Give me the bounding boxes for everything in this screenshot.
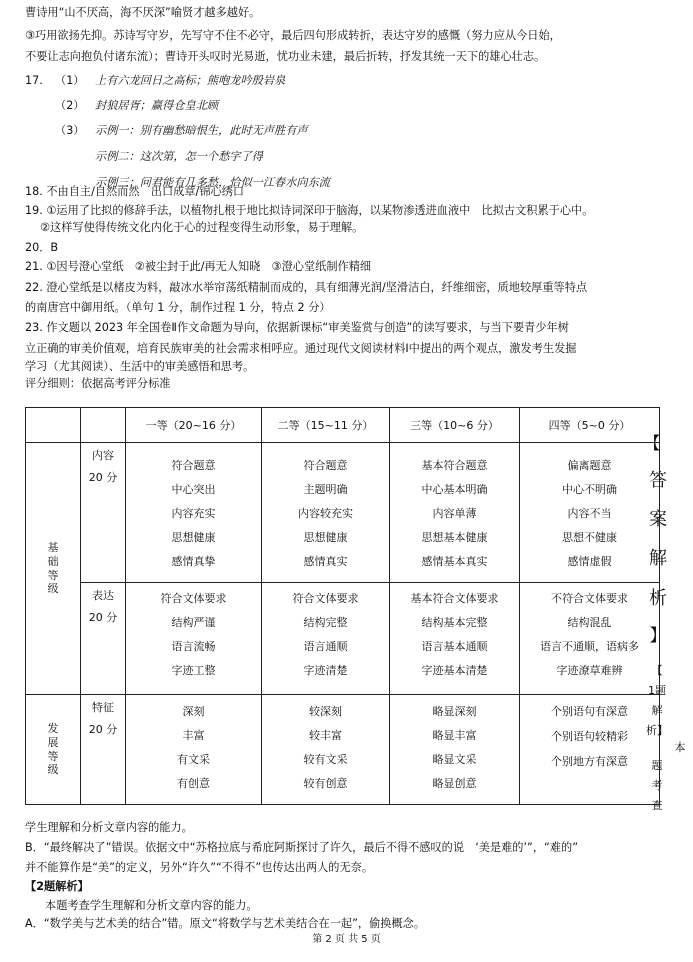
aspect-cell [81, 443, 126, 583]
side-bracket-close: 】 [649, 626, 667, 646]
rubric-cell [520, 583, 660, 695]
grade-header: 一等（20~16 分） [126, 408, 262, 443]
side-tail: 查 [651, 799, 663, 812]
side-title-char: 解 [649, 548, 667, 569]
criterion: 思想健康 [303, 531, 348, 544]
criterion: 结构混乱 [567, 616, 612, 629]
level-label-text: 发展等级 [47, 722, 59, 777]
criterion: 字迹清楚 [303, 664, 348, 677]
criterion: 偏离题意 [567, 459, 612, 472]
criterion: 感情虚假 [567, 555, 612, 568]
criterion: 深刻 [182, 705, 205, 718]
criterion: 不符合文体要求 [551, 592, 628, 605]
answer-line: 21. ①因号澄心堂纸 ②被尘封于此/再无人知晓 ③澄心堂纸制作精细 [25, 260, 372, 273]
criterion: 中心基本明确 [421, 483, 488, 496]
side-tail: 题 [651, 759, 663, 772]
criterion: 中心突出 [171, 483, 216, 496]
text-line: 本题考查学生理解和分析文章内容的能力。 [45, 899, 258, 912]
aspect-label: 表达 [92, 589, 114, 602]
answer-text: 示例一：别有幽愁暗恨生，此时无声胜有声 [95, 124, 308, 137]
criterion: 较深刻 [309, 705, 342, 718]
criterion: 有创意 [177, 777, 210, 790]
side-ben: 本 [674, 741, 686, 754]
grade-header: 四等（5~0 分） [520, 408, 660, 443]
side-sub: 【 [651, 664, 663, 677]
criterion: 主题明确 [303, 483, 348, 496]
level-label [26, 443, 81, 695]
criterion: 字迹基本清楚 [421, 664, 488, 677]
criterion: 基本符合文体要求 [410, 592, 499, 605]
text-line: A．“数学美与艺术美的结合”错。原文“将数学与艺术美结合在一起”，偷换概念。 [25, 917, 426, 930]
rubric-cell [390, 583, 520, 695]
text-line: 不要让志向抱负付诸东流）；曹诗开头叹时光易逝，忧功业未建，最后折转，抒发其统一天下的雄心壮志。 [25, 50, 546, 63]
answer-text: 上有六龙回日之高标；熊咆龙吟殷岩泉 [95, 74, 286, 87]
answer-line: 20．B [25, 241, 59, 254]
criterion: 感情基本真实 [421, 555, 488, 568]
answer-line: 的南唐宫中御用纸。（单句 1 分，制作过程 1 分，特点 2 分） [25, 301, 331, 314]
aspect-cell [81, 583, 126, 695]
rubric-cell [126, 443, 262, 583]
side-bracket-open: 【 [643, 434, 661, 454]
criterion: 内容不当 [567, 507, 612, 520]
section-heading: 【2题解析】 [25, 880, 89, 893]
answer-line: 22. 澄心堂纸是以楮皮为料，敲冰水举帘荡纸精制而成的，具有细薄光润/坚滑洁白，纤维细密，质地较厚重等特点 [25, 281, 588, 294]
criterion: 个别地方有深意 [551, 755, 628, 768]
criterion: 基本符合题意 [421, 459, 488, 472]
text-line: ③巧用欲扬先抑。苏诗写守岁，先写守不住不必守，最后四句形成转折，表达守岁的感慨（努力应从今日始， [25, 29, 561, 42]
answer-line: 学习（尤其阅读）、生活中的审美感悟和思考。 [25, 360, 255, 373]
level-label-text: 基础等级 [47, 541, 59, 596]
side-title-char: 析 [649, 588, 667, 609]
criterion: 符合文体要求 [160, 592, 227, 605]
side-sub: 析】 [646, 724, 668, 737]
aspect-points: 20 分 [88, 723, 118, 736]
answer-line: 19. ①运用了比拟的修辞手法，以植物扎根于地比拟诗词深印于脑海，以某物渗透进血液中 比拟古文积累于心中。 [25, 204, 594, 217]
criterion: 丰富 [182, 729, 205, 742]
criterion: 语言不通顺，语病多 [540, 640, 639, 653]
scoring-note: 评分细则：依据高考评分标准 [25, 377, 171, 390]
criterion: 感情真挚 [171, 555, 216, 568]
page-footer: 第 2 页 共 5 页 [312, 934, 381, 945]
rubric-cell [390, 443, 520, 583]
side-tail: 考 [651, 779, 663, 792]
rubric-cell [262, 583, 390, 695]
criterion: 思想不健康 [562, 531, 617, 544]
criterion: 有文采 [177, 753, 210, 766]
text-line: 学生理解和分析文章内容的能力。 [25, 821, 193, 834]
side-title-char: 答 [649, 470, 667, 491]
aspect-label: 特征 [92, 701, 114, 714]
side-sub: 解 [651, 704, 663, 717]
criterion: 思想基本健康 [421, 531, 488, 544]
rubric-cell [262, 443, 390, 583]
rubric-header-row [26, 408, 660, 443]
rubric-cell [390, 695, 520, 805]
rubric-row-expression [26, 583, 660, 695]
criterion: 符合文体要求 [292, 592, 359, 605]
question-number: 17. [25, 74, 43, 87]
criterion: 结构严谨 [171, 616, 216, 629]
criterion: 字迹工整 [171, 664, 216, 677]
criterion: 字迹潦草难辨 [556, 664, 623, 677]
text-line: B．“最终解决了”错误。依据文中“苏格拉底与希庇阿斯探讨了许久，最后不得不感叹的说 ‘美是难的’”，“难的” [25, 841, 579, 854]
answer-example: 示例二：这次第，怎一个愁字了得 [95, 150, 263, 163]
aspect-points: 20 分 [88, 471, 118, 484]
rubric-row-content [26, 443, 660, 583]
answer-text: 封狼居胥；赢得仓皇北顾 [95, 99, 219, 112]
rubric-cell [126, 583, 262, 695]
grade-header: 三等（10~6 分） [390, 408, 520, 443]
empty-cell [26, 408, 81, 443]
criterion: 个别语句较精彩 [551, 730, 628, 743]
criterion: 略显文采 [432, 753, 477, 766]
criterion: 符合题意 [171, 459, 216, 472]
rubric-row-feature [26, 695, 660, 805]
rubric-cell [520, 695, 660, 805]
criterion: 感情真实 [303, 555, 348, 568]
answer-line: ②这样写使得传统文化内化于心的过程变得生动形象，易于理解。 [40, 221, 364, 234]
criterion: 语言基本通顺 [421, 640, 488, 653]
criterion: 语言流畅 [171, 640, 216, 653]
criterion: 思想健康 [171, 531, 216, 544]
text-line: 曹诗用“山不厌高，海不厌深”喻贤才越多越好。 [25, 6, 261, 19]
criterion: 较丰富 [309, 729, 342, 742]
criterion: 语言通顺 [303, 640, 348, 653]
rubric-table [25, 407, 660, 805]
criterion: 符合题意 [303, 459, 348, 472]
aspect-label: 内容 [92, 449, 114, 462]
aspect-cell [81, 695, 126, 805]
grade-header: 二等（15~11 分） [262, 408, 390, 443]
criterion: 较有文采 [303, 753, 348, 766]
criterion: 略显丰富 [432, 729, 477, 742]
level-label [26, 695, 81, 805]
answer-example: 示例三：问君能有几多愁，恰似一江春水向东流 [95, 176, 330, 189]
criterion: 内容较充实 [298, 507, 353, 520]
criterion: 结构基本完整 [421, 616, 488, 629]
rubric-cell [262, 695, 390, 805]
answer-line: 18. 不由自主/自然而然 出口成章/锦心绣口 [25, 185, 245, 198]
criterion: 略显深刻 [432, 705, 477, 718]
empty-cell [81, 408, 126, 443]
rubric-cell [126, 695, 262, 805]
rubric-cell [520, 443, 660, 583]
answer-line: 立正确的审美价值观，培育民族审美的社会需求相呼应。通过现代文阅读材料Ⅰ中提出的两个观点，激发考生发掘 [25, 342, 577, 355]
criterion: 中心不明确 [562, 483, 617, 496]
criterion: 较有创意 [303, 777, 348, 790]
criterion: 内容充实 [171, 507, 216, 520]
side-sub: 1题 [648, 684, 666, 697]
answer-line: 23. 作文题以 2023 年全国卷Ⅱ作文命题为导向，依据新课标“审美鉴赏与创造”的读写要求，与当下要青少年树 [25, 321, 569, 334]
answer-num: （2） [55, 99, 85, 112]
criterion: 略显创意 [432, 777, 477, 790]
criterion: 个别语句有深意 [551, 705, 628, 718]
text-line: 并不能算作是“美”的定义，另外“许久”“不得不”也传达出两人的无奈。 [25, 861, 374, 874]
side-title-char: 案 [649, 509, 667, 530]
answer-num: （1） [55, 74, 85, 87]
criterion: 结构完整 [303, 616, 348, 629]
aspect-points: 20 分 [88, 611, 118, 624]
answer-num: （3） [55, 124, 85, 137]
criterion: 内容单薄 [432, 507, 477, 520]
